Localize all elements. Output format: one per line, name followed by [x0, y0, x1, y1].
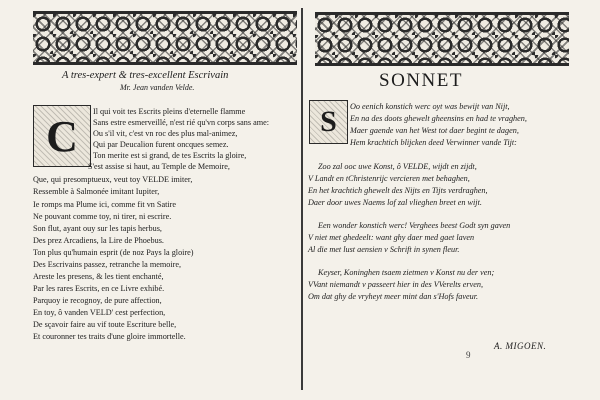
sonnet-line-13: VVant niemandt v passeert hier in des VVerelts erven,	[308, 280, 484, 289]
page-gutter-divider	[301, 8, 303, 390]
sonnet-line-11: Al die met lust aensien v Schrift in synen fleur.	[308, 245, 460, 254]
dedication-subtitle: Mr. Jean vanden Velde.	[120, 83, 195, 92]
author-signature: A. MIGOEN.	[494, 341, 547, 351]
woodcut-ornament-band-right	[315, 12, 569, 66]
dedication-line-1: Il qui voit tes Escrits pleins d'eternelle flamme	[93, 107, 246, 116]
sonnet-line-7: En het krachtich ghewelt des Nijts en Tijts verdraghen,	[308, 186, 488, 195]
dedication-line-4: Qui par Deucalion furent oncques semez.	[93, 140, 229, 149]
dedication-line-13: Ton plus qu'humain esprit (de noz Pays la gloire)	[33, 248, 194, 257]
dedication-line-6: S'est assise si haut, au Temple de Memoire,	[88, 162, 230, 171]
sonnet-title: SONNET	[379, 70, 463, 91]
dedication-line-15: Areste les presens, & les tient enchanté,	[33, 272, 164, 281]
sonnet-line-9: Een wonder konstich werc! Verghees beest Godt syn gaven	[318, 221, 511, 230]
dedication-line-8: Ressemble à Salmonée imitant Iupiter,	[33, 187, 160, 196]
sonnet-line-12: Keyser, Koninghen tsaem zietmen v Konst nu der ven;	[318, 268, 495, 277]
dedication-line-5: Ton merite est si grand, de tes Escrits la gloire,	[93, 151, 247, 160]
sonnet-line-4: Hem krachtich blijcken deed Verwinner vande Tijt:	[350, 138, 517, 147]
dedication-line-18: En toy, ô vanden VELD' cest perfection,	[33, 308, 166, 317]
sonnet-line-5: Zoo zal ooc uwe Konst, ô VELDE, wijdt en zijdt,	[318, 162, 477, 171]
sonnet-line-3: Maer gaende van het West tot daer begint te dagen,	[350, 126, 519, 135]
dedication-line-19: De sçavoir faire au vif toute Escriture belle,	[33, 320, 177, 329]
sonnet-line-2: En na des doots ghewelt gheensins en had te vraghen,	[350, 114, 527, 123]
sonnet-line-8: Daer door uwes Naems lof zal vlieghen breet en wijt.	[308, 198, 482, 207]
dedication-line-12: Des prez Arcadiens, la Lire de Phoebus.	[33, 236, 164, 245]
sonnet-line-6: V Landt en tChristenrijc vercieren met behaghen,	[308, 174, 470, 183]
decorated-initial-s: S	[309, 100, 348, 144]
dedication-line-10: Ne pouvant comme toy, ni tirer, ni escrire.	[33, 212, 172, 221]
dedication-line-20: Et couronner tes traits d'une gloire immortelle.	[33, 332, 186, 341]
dedication-line-14: Des Escrivains passez, retranche la memoire,	[33, 260, 181, 269]
dedication-line-16: Par les rares Escrits, en ce Livre exhibé.	[33, 284, 165, 293]
sonnet-line-10: V niet met ghedeelt: want ghy daer med gaet laven	[308, 233, 475, 242]
decorated-initial-c: C	[33, 105, 91, 167]
dedication-line-7: Que, qui presomptueux, veut toy VELDE imiter,	[33, 175, 193, 184]
dedication-line-17: Parquoy ie recognoy, de pure affection,	[33, 296, 162, 305]
dedication-line-3: Ou s'il vit, c'est vn roc des plus mal-animez,	[93, 129, 238, 138]
dedication-line-11: Son flut, ayant ouy sur les tapis herbus,	[33, 224, 162, 233]
page-number: 9	[466, 350, 471, 360]
woodcut-ornament-band-left	[33, 11, 297, 65]
dedication-title: A tres-expert & tres-excellent Escrivain	[62, 70, 229, 81]
dedication-line-9: Ie romps ma Plume ici, comme fit vn Satire	[33, 200, 177, 209]
dedication-line-2: Sans estre esmerveillé, n'est rié qu'vn corps sans ame:	[93, 118, 269, 127]
sonnet-line-1: Oo eenich konstich werc oyt was bewijt van Nijt,	[350, 102, 510, 111]
sonnet-line-14: Om dat ghy de vryheyt meer mint dan s'Hofs faveur.	[308, 292, 479, 301]
